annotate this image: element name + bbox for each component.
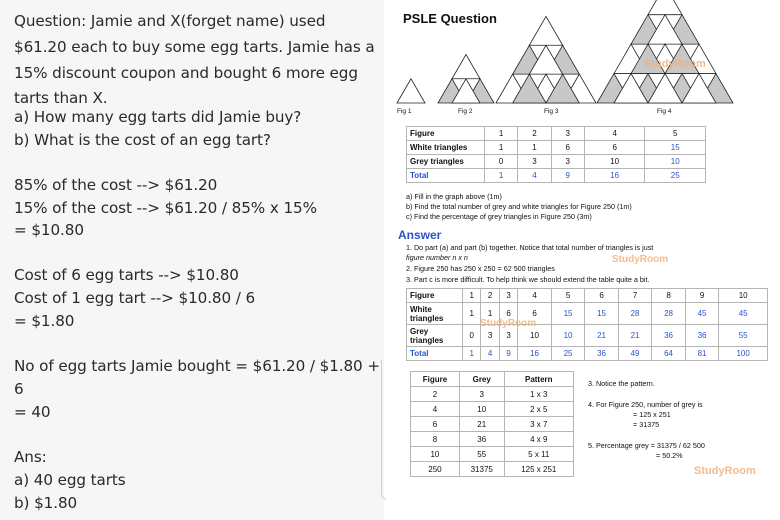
table-cell: 15 <box>585 303 619 325</box>
table-cell: 5 <box>551 289 585 303</box>
table-cell: 6 <box>584 141 645 155</box>
table-cell: 1 <box>463 303 481 325</box>
note-5: 5. Percentage grey = 31375 / 62 500 <box>588 441 705 450</box>
table-row <box>411 372 574 387</box>
table-cell: 45 <box>719 303 768 325</box>
table-cell: 1 <box>485 141 518 155</box>
table-cell: 1 <box>463 289 481 303</box>
table-cell: 15 <box>645 141 706 155</box>
table-row <box>411 447 574 462</box>
answer-title: Answer <box>398 228 442 242</box>
question-table <box>406 126 706 183</box>
table-cell: 3 <box>551 127 584 141</box>
table-cell: 0 <box>485 155 518 169</box>
table-cell: 28 <box>618 303 652 325</box>
table-cell: 8 <box>652 289 686 303</box>
question-line: = $10.80 <box>14 221 84 239</box>
answer-point-3: 3. Part c is more difficult. To help think we should extend the table quite a bit. <box>406 275 650 284</box>
question-line: Cost of 6 egg tarts --> $10.80 <box>14 266 239 284</box>
question-line: $61.20 each to buy some egg tarts. Jamie has a <box>14 38 375 56</box>
up-triangle <box>529 16 562 45</box>
up-triangle <box>648 0 682 15</box>
answer-point-2: 2. Figure 250 has 250 x 250 = 62 500 triangles <box>406 264 555 273</box>
table-cell: 16 <box>518 347 552 361</box>
table-cell: 4 <box>518 289 552 303</box>
table-row <box>411 462 574 477</box>
table-cell: 3 <box>518 155 551 169</box>
table-cell: 9 <box>685 289 719 303</box>
question-line: 85% of the cost --> $61.20 <box>14 176 218 194</box>
question-line: 15% of the cost --> $61.20 / 85% x 15% <box>14 199 317 217</box>
table-cell: 10 <box>459 402 504 417</box>
table-cell: 21 <box>618 325 652 347</box>
table-cell: Grey <box>459 372 504 387</box>
table-cell: 31375 <box>459 462 504 477</box>
question-a: a) Fill in the graph above (1m) <box>406 192 502 201</box>
table-cell: Pattern <box>504 372 573 387</box>
table-cell: 45 <box>685 303 719 325</box>
fig-label-4: Fig 4 <box>657 108 672 115</box>
table-cell: 25 <box>645 169 706 183</box>
fig-label-2: Fig 2 <box>458 108 473 115</box>
note-4-line2: = 125 x 251 <box>633 410 671 419</box>
table-cell: 6 <box>551 141 584 155</box>
table-cell: 3 <box>481 325 499 347</box>
table-cell: 36 <box>652 325 686 347</box>
table-cell: 6 <box>518 303 552 325</box>
question-c: c) Find the percentage of grey triangles in Figure 250 (3m) <box>406 212 592 221</box>
table-cell: 2 <box>481 289 499 303</box>
note-4-line3: = 31375 <box>633 420 660 429</box>
table-cell: 4 <box>584 127 645 141</box>
table-cell: White triangles <box>407 303 463 325</box>
table-cell: 3 <box>551 155 584 169</box>
table-row <box>411 387 574 402</box>
table-cell: 10 <box>645 155 706 169</box>
table-cell: 36 <box>685 325 719 347</box>
fig-label-1: Fig 1 <box>397 108 412 115</box>
watermark-logo: StudyRoom <box>644 58 706 70</box>
table-cell: 25 <box>551 347 585 361</box>
table-cell: White triangles <box>407 141 485 155</box>
table-row <box>411 417 574 432</box>
table-cell: 9 <box>551 169 584 183</box>
table-cell: 3 <box>459 387 504 402</box>
pattern-table <box>410 371 574 477</box>
table-cell: 4 <box>481 347 499 361</box>
table-cell: Figure <box>411 372 460 387</box>
table-cell: 1 <box>463 347 481 361</box>
table-cell: 2 <box>518 127 551 141</box>
table-cell: Total <box>407 169 485 183</box>
table-cell: 1 <box>485 127 518 141</box>
table-cell: 1 x 3 <box>504 387 573 402</box>
table-cell: 49 <box>618 347 652 361</box>
table-cell: 0 <box>463 325 481 347</box>
up-triangle <box>452 55 480 79</box>
table-cell: 6 <box>585 289 619 303</box>
table-row <box>407 289 768 303</box>
table-cell: Figure <box>407 127 485 141</box>
table-cell: 81 <box>685 347 719 361</box>
question-line: Question: Jamie and X(forget name) used <box>14 12 326 30</box>
fig-label-3: Fig 3 <box>544 108 559 115</box>
table-cell: 6 <box>499 303 517 325</box>
table-cell: 10 <box>518 325 552 347</box>
table-row <box>407 303 768 325</box>
table-cell: 2 x 5 <box>504 402 573 417</box>
table-cell: 8 <box>411 432 460 447</box>
table-row <box>411 402 574 417</box>
watermark-logo-2: StudyRoom <box>612 254 669 265</box>
table-cell: 55 <box>459 447 504 462</box>
table-cell: 36 <box>459 432 504 447</box>
table-row <box>407 347 768 361</box>
table-cell: 4 <box>518 169 551 183</box>
question-line: b) $1.80 <box>14 494 78 512</box>
table-cell: 7 <box>618 289 652 303</box>
question-line: a) How many egg tarts did Jamie buy? <box>14 108 302 126</box>
question-line: Ans: <box>14 448 47 466</box>
question-panel <box>0 0 384 520</box>
table-cell: 3 x 7 <box>504 417 573 432</box>
table-cell: 3 <box>499 325 517 347</box>
question-b: b) Find the total number of grey and white triangles for Figure 250 (1m) <box>406 202 632 211</box>
table-cell: 9 <box>499 347 517 361</box>
table-cell: Grey triangles <box>407 155 485 169</box>
table-row <box>407 141 706 155</box>
psle-title: PSLE Question <box>403 11 497 26</box>
table-cell: 5 <box>645 127 706 141</box>
table-cell: 1 <box>518 141 551 155</box>
table-cell: 6 <box>411 417 460 432</box>
note-5-line2: = 50.2% <box>656 451 683 460</box>
table-row <box>407 169 706 183</box>
up-triangle <box>397 79 425 103</box>
table-cell: 125 x 251 <box>504 462 573 477</box>
question-line: No of egg tarts Jamie bought = $61.20 / $1.80 + <box>14 357 380 375</box>
table-cell: 250 <box>411 462 460 477</box>
table-cell: Total <box>407 347 463 361</box>
table-cell: 10 <box>584 155 645 169</box>
table-cell: 16 <box>584 169 645 183</box>
table-cell: 100 <box>719 347 768 361</box>
table-cell: 1 <box>485 169 518 183</box>
answer-point-1: 1. Do part (a) and part (b) together. Notice that total number of triangles is just <box>406 243 654 252</box>
note-3: 3. Notice the pattern. <box>588 379 655 388</box>
question-line: tarts than X. <box>14 89 108 107</box>
table-cell: 5 x 11 <box>504 447 573 462</box>
table-cell: 10 <box>719 289 768 303</box>
table-cell: 1 <box>481 303 499 325</box>
table-cell: Figure <box>407 289 463 303</box>
table-cell: 21 <box>585 325 619 347</box>
table-row <box>407 325 768 347</box>
table-cell: 4 x 9 <box>504 432 573 447</box>
table-cell: 4 <box>411 402 460 417</box>
note-4: 4. For Figure 250, number of grey is <box>588 400 703 409</box>
table-cell: 64 <box>652 347 686 361</box>
table-row <box>411 432 574 447</box>
question-line: = 40 <box>14 403 51 421</box>
triangle-figures <box>386 0 780 120</box>
table-cell: 2 <box>411 387 460 402</box>
question-line: Cost of 1 egg tart --> $10.80 / 6 <box>14 289 256 307</box>
table-cell: 10 <box>411 447 460 462</box>
table-row <box>407 127 706 141</box>
question-line: a) 40 egg tarts <box>14 471 126 489</box>
table-cell: 3 <box>499 289 517 303</box>
table-cell: 55 <box>719 325 768 347</box>
table-cell: 15 <box>551 303 585 325</box>
answer-point-1-cont: figure number n x n <box>406 253 468 262</box>
table-row <box>407 155 706 169</box>
table-cell: 21 <box>459 417 504 432</box>
table-cell: 10 <box>551 325 585 347</box>
answer-table <box>406 288 768 361</box>
table-cell: 36 <box>585 347 619 361</box>
question-line: b) What is the cost of an egg tart? <box>14 131 271 149</box>
table-cell: 28 <box>652 303 686 325</box>
question-line: = $1.80 <box>14 312 75 330</box>
table-cell: Grey triangles <box>407 325 463 347</box>
question-line: 15% discount coupon and bought 6 more egg <box>14 64 358 82</box>
watermark-logo-4: StudyRoom <box>694 465 756 477</box>
question-line: 6 <box>14 380 24 398</box>
watermark-logo-3: StudyRoom <box>480 318 537 329</box>
psle-answer-image <box>386 0 780 520</box>
